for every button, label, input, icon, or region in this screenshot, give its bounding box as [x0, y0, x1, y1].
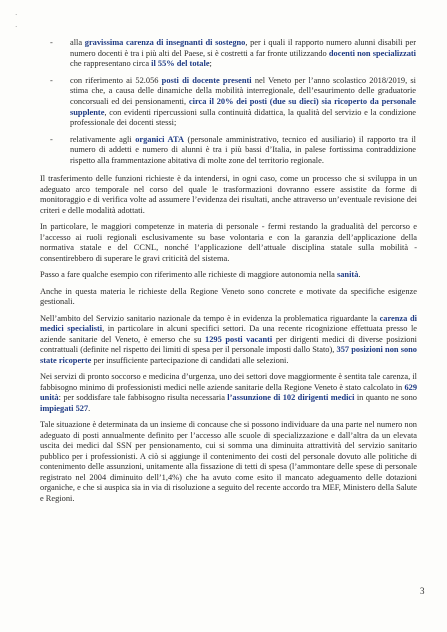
text-run: Anche in questa materia le richieste della Regione Veneto sono concrete e motivate da specifiche esigenze gestionali.	[40, 286, 417, 306]
highlighted-text: 1295 posti vacanti	[205, 334, 273, 344]
bullet-item	[50, 76, 416, 129]
text-run: con riferimento ai 52.056	[70, 75, 162, 85]
highlighted-text: posti di docente presenti	[161, 75, 252, 85]
text-run: ;	[209, 59, 212, 69]
bullet-list	[50, 38, 416, 173]
text-run: relativamente agli	[70, 134, 136, 144]
highlighted-text: organici ATA	[135, 134, 184, 144]
paragraph	[40, 372, 417, 414]
text-run: : per soddisfare tale fabbisogno risulta necessaria	[58, 393, 228, 402]
paragraph	[40, 270, 417, 281]
highlighted-text: carenza di medici specialisti	[40, 313, 417, 333]
highlighted-text: impiegati 527	[40, 403, 89, 413]
highlighted-text: 357 posizioni non sono state ricoperte	[40, 345, 417, 365]
text-run: , per i quali il rapporto numero alunni disabili per numero docenti è tra i più alti del Paese, si è costretti a far fronte utilizzando	[70, 38, 416, 58]
text-run: nel Veneto per l’anno scolastico 2018/2019, si stima che, a causa delle dinamiche della mobilità interregionale, dell’esaurimento delle graduatorie concorsuali ed dei pensionamenti,	[70, 75, 416, 106]
text-run: Nei servizi di pronto soccorso e medicina d’urgenza, uno dei settori dove maggiormente è sentita tale carenza, il fabbisogno minimo di professionisti medici nelle aziende sanitarie della Regione Veneto è stato calcolato in	[40, 372, 417, 392]
text-run: per dirigenti medici di diverse posizioni contrattuali (definite nel rispetto dei limiti di spesa per il personale imposti dallo Stato),	[40, 334, 418, 354]
highlighted-text: circa il 20% dei posti (due su dieci) sia ricoperto da personale supplente	[70, 96, 416, 117]
highlighted-text: sanità	[336, 270, 359, 279]
text-run: per insufficiente partecipazione di candidati alle selezioni.	[91, 355, 289, 365]
paragraph	[40, 174, 417, 216]
text-run: Tale situazione è determinata da un insieme di concause che si possono individuare da una parte nel numero non adeguato di posti annualmente definito per l’accesso alle scuole di specializzazione e dall’altra da un elevata uscita dei medici dal SSN per pensionamento, cui si somma una diminuita attrattività del servizio sanitario pubblico per i professionisti. A ciò si aggiunge il contenimento dei costi del personale dovuto alle politiche di contenimento delle assunzioni, unitamente alla fissazione di tetti di spesa (l’ammontare delle spese di personale registrato nel 2004 diminuito dell’1,4%) che ha avuto come esito il mancato adeguamento delle dotazioni organiche, e che si auspica sia in via di risoluzione a seguito del recente accordo tra MEF, Ministero della Salute e Regioni.	[40, 420, 417, 503]
paragraph	[40, 287, 417, 308]
highlighted-text: l’assunzione di 102 dirigenti medici	[227, 393, 355, 402]
body-text	[40, 174, 417, 510]
bullet-dash: -	[50, 38, 53, 47]
highlighted-text: gravissima carenza di insegnanti di sostegno	[84, 38, 246, 47]
text-run: (personale amministrativo, tecnico ed ausiliario) il rapporto tra il numero di addetti e numero di alunni è tra i più bassi d’Italia, in palese fortissima contraddizione rispetto alla frammentazione abitativa di molte zone del territorio regionale.	[70, 134, 416, 165]
text-run: .	[358, 270, 361, 279]
page-mark: ·	[15, 23, 18, 31]
text-run: , con evidenti ripercussioni sulla continuità didattica, la qualità del servizio e la condizione professionale dei docenti stessi;	[70, 107, 416, 128]
page-mark: ·	[15, 11, 18, 19]
paragraph	[40, 314, 417, 367]
bullet-dash: -	[50, 134, 53, 144]
paragraph	[40, 222, 417, 264]
text-run: Il trasferimento delle funzioni richieste è da intendersi, in ogni caso, come un processo che si sviluppa in un adeguato arco temporale nel corso del quale le trasformazioni dovranno essere assistite da forme di monitoraggio e di verifica volte ad assumere l’evidenza dei risultati, anche attraverso un’eventuale revisione dei criteri e delle modalità adottati.	[40, 174, 417, 215]
highlighted-text: il 55% del totale	[151, 59, 210, 69]
text-run: , in particolare in alcuni specifici settori. Da una recente ricognizione effettuata presso le aziende sanitarie del Veneto, è emerso che su	[40, 324, 417, 344]
highlighted-text: 629 unità	[40, 382, 417, 402]
text-run: che rappresentano circa	[70, 59, 152, 69]
text-run: Nell’ambito del Servizio sanitario nazionale da tempo è in evidenza la problematica riguardante la	[40, 313, 380, 323]
highlighted-text: docenti non specializzati	[328, 48, 416, 58]
bullet-item	[50, 135, 416, 167]
text-run: .	[88, 403, 91, 413]
paragraph	[40, 420, 417, 504]
page-number: 3	[420, 586, 425, 596]
text-run: alla	[70, 38, 85, 47]
text-run: Passo a fare qualche esempio con riferimento alle richieste di maggiore autonomia nella	[40, 270, 337, 279]
bullet-item	[50, 38, 416, 70]
text-run: In particolare, le maggiori competenze in materia di personale - fermi restando la gradualità del percorso e l’accesso ai ruoli regionali esclusivamente su base volontaria e con la garanzia dell’applicazione della normativa statale e del CCNL, nonché l’applicazione dell’attuale disciplina statale sulla mobilità - consentirebbero di superare le gravi criticità del sistema.	[40, 222, 417, 263]
text-run: in quanto ne sono	[354, 393, 417, 402]
bullet-dash: -	[50, 75, 53, 85]
